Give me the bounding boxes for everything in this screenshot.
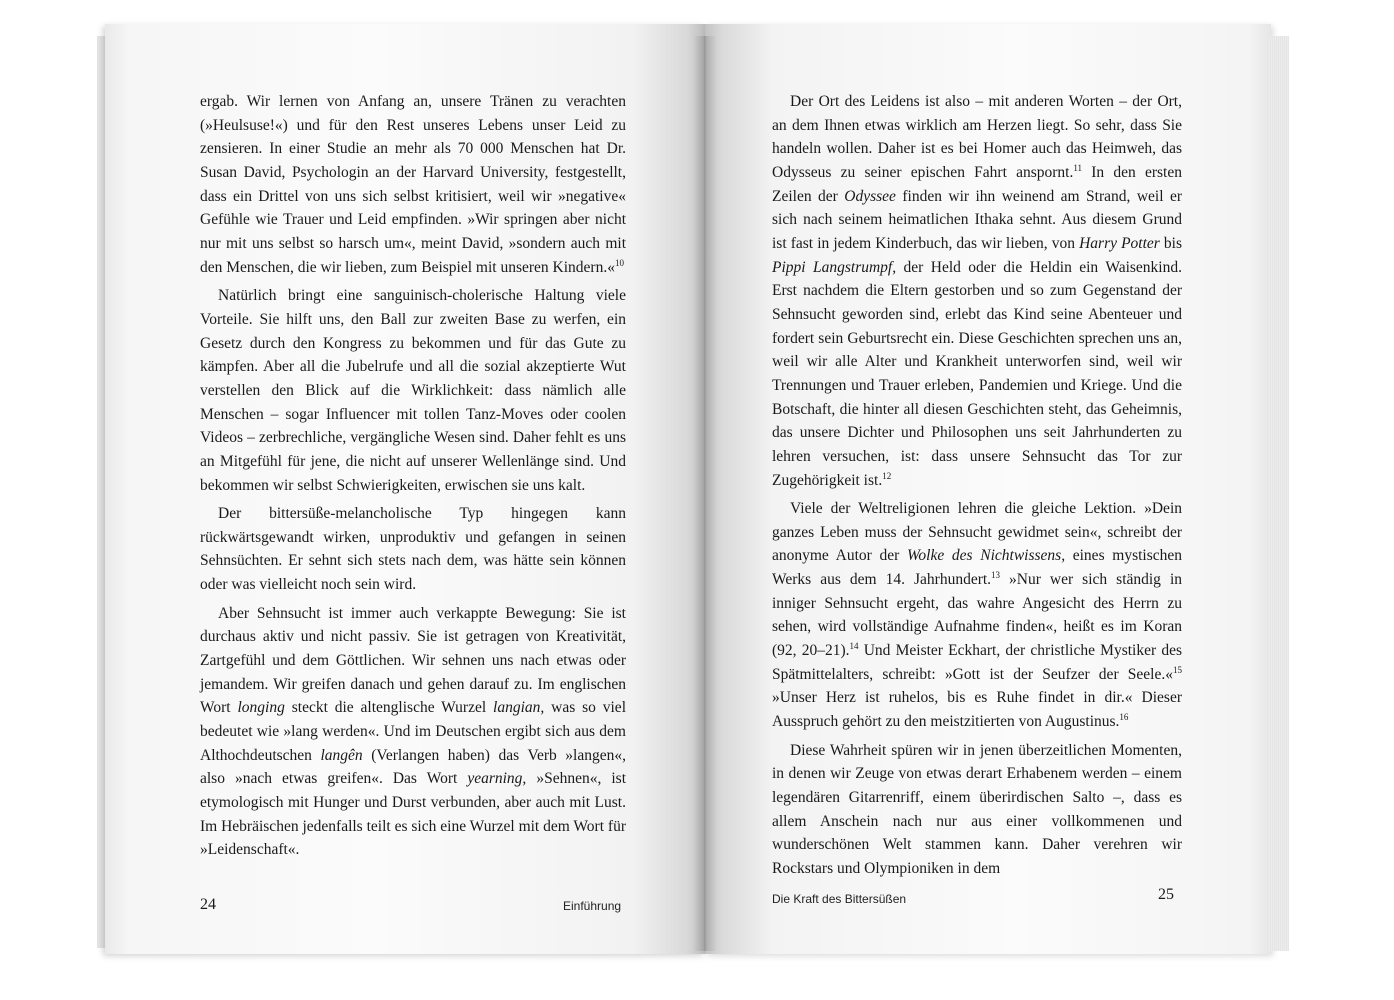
paragraph bbox=[200, 90, 626, 279]
italic-text: langian, bbox=[493, 699, 545, 717]
text-segment: Natürlich bringt eine sanguinisch-cholerische Haltung viele Vorteile. Sie hilft uns, den Ball zur zweiten Base zu werfen, ein Gesetz durch den Kongress zu bekommen und für das Gute zu kämpfen. Aber all die Jubelrufe und all die sozial akzeptierte Wut verstellen den Blick auf die Wirklichkeit: dass nämlich alle Menschen – sogar Influencer mit tollen Tanz-Moves oder coolen Videos – zerbrechliche, vergängliche Wesen sind. Daher fehlt es uns an Mitgefühl für jene, die nicht auf unserer Wellenlänge sind. Und bekommen wir selbst Schwierigkeiten, erwischen sie uns kalt. bbox=[200, 287, 626, 494]
right-page-body-text bbox=[772, 90, 1182, 886]
footnote-marker: 12 bbox=[882, 470, 892, 481]
italic-text: Pippi Langstrumpf, bbox=[772, 258, 897, 276]
running-footer-left: Einführung bbox=[563, 899, 622, 913]
italic-text: Harry Potter bbox=[1079, 234, 1160, 252]
running-header-right: Die Kraft des Bittersüßen bbox=[772, 892, 907, 906]
text-segment: Viele der Weltreligionen lehren die gleiche Lektion. »Dein ganzes Leben muss der Sehnsucht gewidmet sein«, schreibt der anonyme Autor der bbox=[772, 500, 1182, 565]
text-segment: Diese Wahrheit spüren wir in jenen überzeitlichen Momenten, in denen wir Zeuge von etwas derart Erhabenem werden – einem legendären Gitarrenriff, einem überirdischen Salto –, dass es allem Anschein nach nur aus einer vollkommenen und wunderschönen Welt stammen kann. Daher verehren wir Rockstars und Olympioniken in dem bbox=[772, 741, 1182, 877]
left-page-body-text bbox=[200, 90, 626, 867]
footnote-marker: 13 bbox=[991, 570, 1001, 581]
text-segment: steckt die altenglische Wurzel bbox=[284, 699, 494, 717]
text-segment: eines mystischen Werks aus dem 14. Jahrhundert. bbox=[772, 547, 1183, 589]
italic-text: yearning, bbox=[467, 770, 527, 788]
paragraph bbox=[200, 284, 626, 497]
page-number-right: 25 bbox=[1158, 886, 1174, 903]
italic-text: langên bbox=[320, 746, 363, 764]
text-segment: Und Meister Eckhart, der christliche Mystiker des Spätmittelalters, schreibt: »Gott ist der Seufzer der Seele.« bbox=[772, 642, 1183, 683]
book-gutter bbox=[693, 36, 717, 951]
page-number-left: 24 bbox=[200, 896, 216, 913]
text-segment: »Unser Herz ist ruhelos, bis es Ruhe findet in dir.« Dieser Ausspruch gehört zu den meistzitierten von Augustinus. bbox=[772, 689, 1182, 731]
text-segment: finden wir ihn weinend am Strand, weil er sich nach seinem heimatlichen Ithaka sehnt. Aus diesem Grund ist fast in jedem Kinderbuch, das wir lieben, von bbox=[772, 187, 1182, 252]
text-segment: »Nur wer sich ständig in inniger Sehnsucht ergeht, das wahre Angesicht des Herrn zu sehen, wird vollständige Aufnahme finden«, heißt es im Koran (92, 20–21). bbox=[772, 571, 1183, 660]
text-segment: Der Ort des Leidens ist also – mit anderen Worten – der Ort, an dem Ihnen etwas wirklich am Herzen liegt. So sehr, dass Sie handeln wollen. Daher ist es bei Homer auch das Heimweh, das Odysseus zu seiner epischen Fahrt anspornt. bbox=[772, 93, 1182, 181]
paragraph bbox=[772, 497, 1182, 734]
text-segment: In den ersten Zeilen der bbox=[772, 163, 1182, 205]
text-segment: (Verlangen haben) das Verb »langen«, also »nach etwas greifen«. Das Wort bbox=[200, 746, 626, 788]
paragraph bbox=[200, 602, 626, 862]
italic-text: Wolke des Nichtwissens, bbox=[906, 547, 1066, 565]
italic-text: longing bbox=[237, 699, 285, 717]
text-segment: was so viel bedeutet wie »lang werden«. Und im Deutschen ergibt sich aus dem Althochdeutschen bbox=[200, 699, 626, 764]
footnote-marker: 15 bbox=[1173, 664, 1182, 675]
right-page-edges bbox=[1269, 36, 1289, 951]
text-segment: Der bittersüße-melancholische Typ hingegen kann rückwärtsgewandt wirken, unproduktiv und gefangen in seinen Sehnsüchten. Er sehnt sich stets nach dem, was hätte sein können oder was vielleicht noch sein wird. bbox=[200, 505, 626, 594]
text-segment: »Sehnen«, ist etymologisch mit Hunger und Durst verbunden, aber auch mit Lust. Im Hebräischen jedenfalls teilt es sich eine Wurzel mit dem Wort für »Leidenschaft«. bbox=[200, 770, 626, 859]
text-segment: bis bbox=[1159, 234, 1182, 252]
text-segment: ergab. Wir lernen von Anfang an, unsere Tränen zu verachten (»Heulsuse!«) und für den Rest unseres Lebens unser Leid zu zensieren. In einer Studie an mehr als 70 000 Menschen hat Dr. Susan David, Psychologin an der Harvard University, festgestellt, dass ein Drittel von uns sich selbst kritisiert, weil wir »negative« Gefühle wie Trauer und Leid empfinden. »Wir springen aber nicht nur mit uns selbst so harsch um«, meint David, »sondern auch mit den Menschen, die wir lieben, zum Beispiel mit unseren Kindern.« bbox=[200, 93, 626, 276]
footnote-marker: 16 bbox=[1119, 712, 1129, 723]
paragraph bbox=[772, 90, 1182, 492]
footnote-marker: 10 bbox=[614, 257, 624, 268]
footnote-marker: 11 bbox=[1073, 162, 1083, 173]
paragraph bbox=[772, 739, 1182, 881]
paragraph bbox=[200, 502, 626, 597]
text-segment: Aber Sehnsucht ist immer auch verkappte Bewegung: Sie ist durchaus aktiv und nicht passiv. Sie ist getragen von Kreativität, Zartgefühl und dem Göttlichen. Wir sehnen uns nach etwas oder jemandem. Wir greifen danach und gehen darauf zu. Im englischen Wort bbox=[200, 604, 626, 717]
italic-text: Odyssee bbox=[844, 187, 896, 205]
footnote-marker: 14 bbox=[849, 641, 859, 652]
text-segment: der Held oder die Heldin ein Waisenkind. Erst nachdem die Eltern gestorben und so zum Gegenstand der Sehnsucht geworden sind, erlebt das Kind seine Abenteuer und fordert sein Geburtsrecht ein. Diese Geschichten sprechen uns an, weil wir alle Alter und Krankheit unterworfen sind, weil wir Trennungen und Trauer erleben, Pandemien und Kriege. Und die Botschaft, die hinter all diesen Geschichten steht, das Geheimnis, das unsere Dichter und Philosophen uns seit Jahrhunderten zu lehren versuchen, ist: dass unsere Sehnsucht das Tor zur Zugehörigkeit ist. bbox=[772, 258, 1182, 489]
